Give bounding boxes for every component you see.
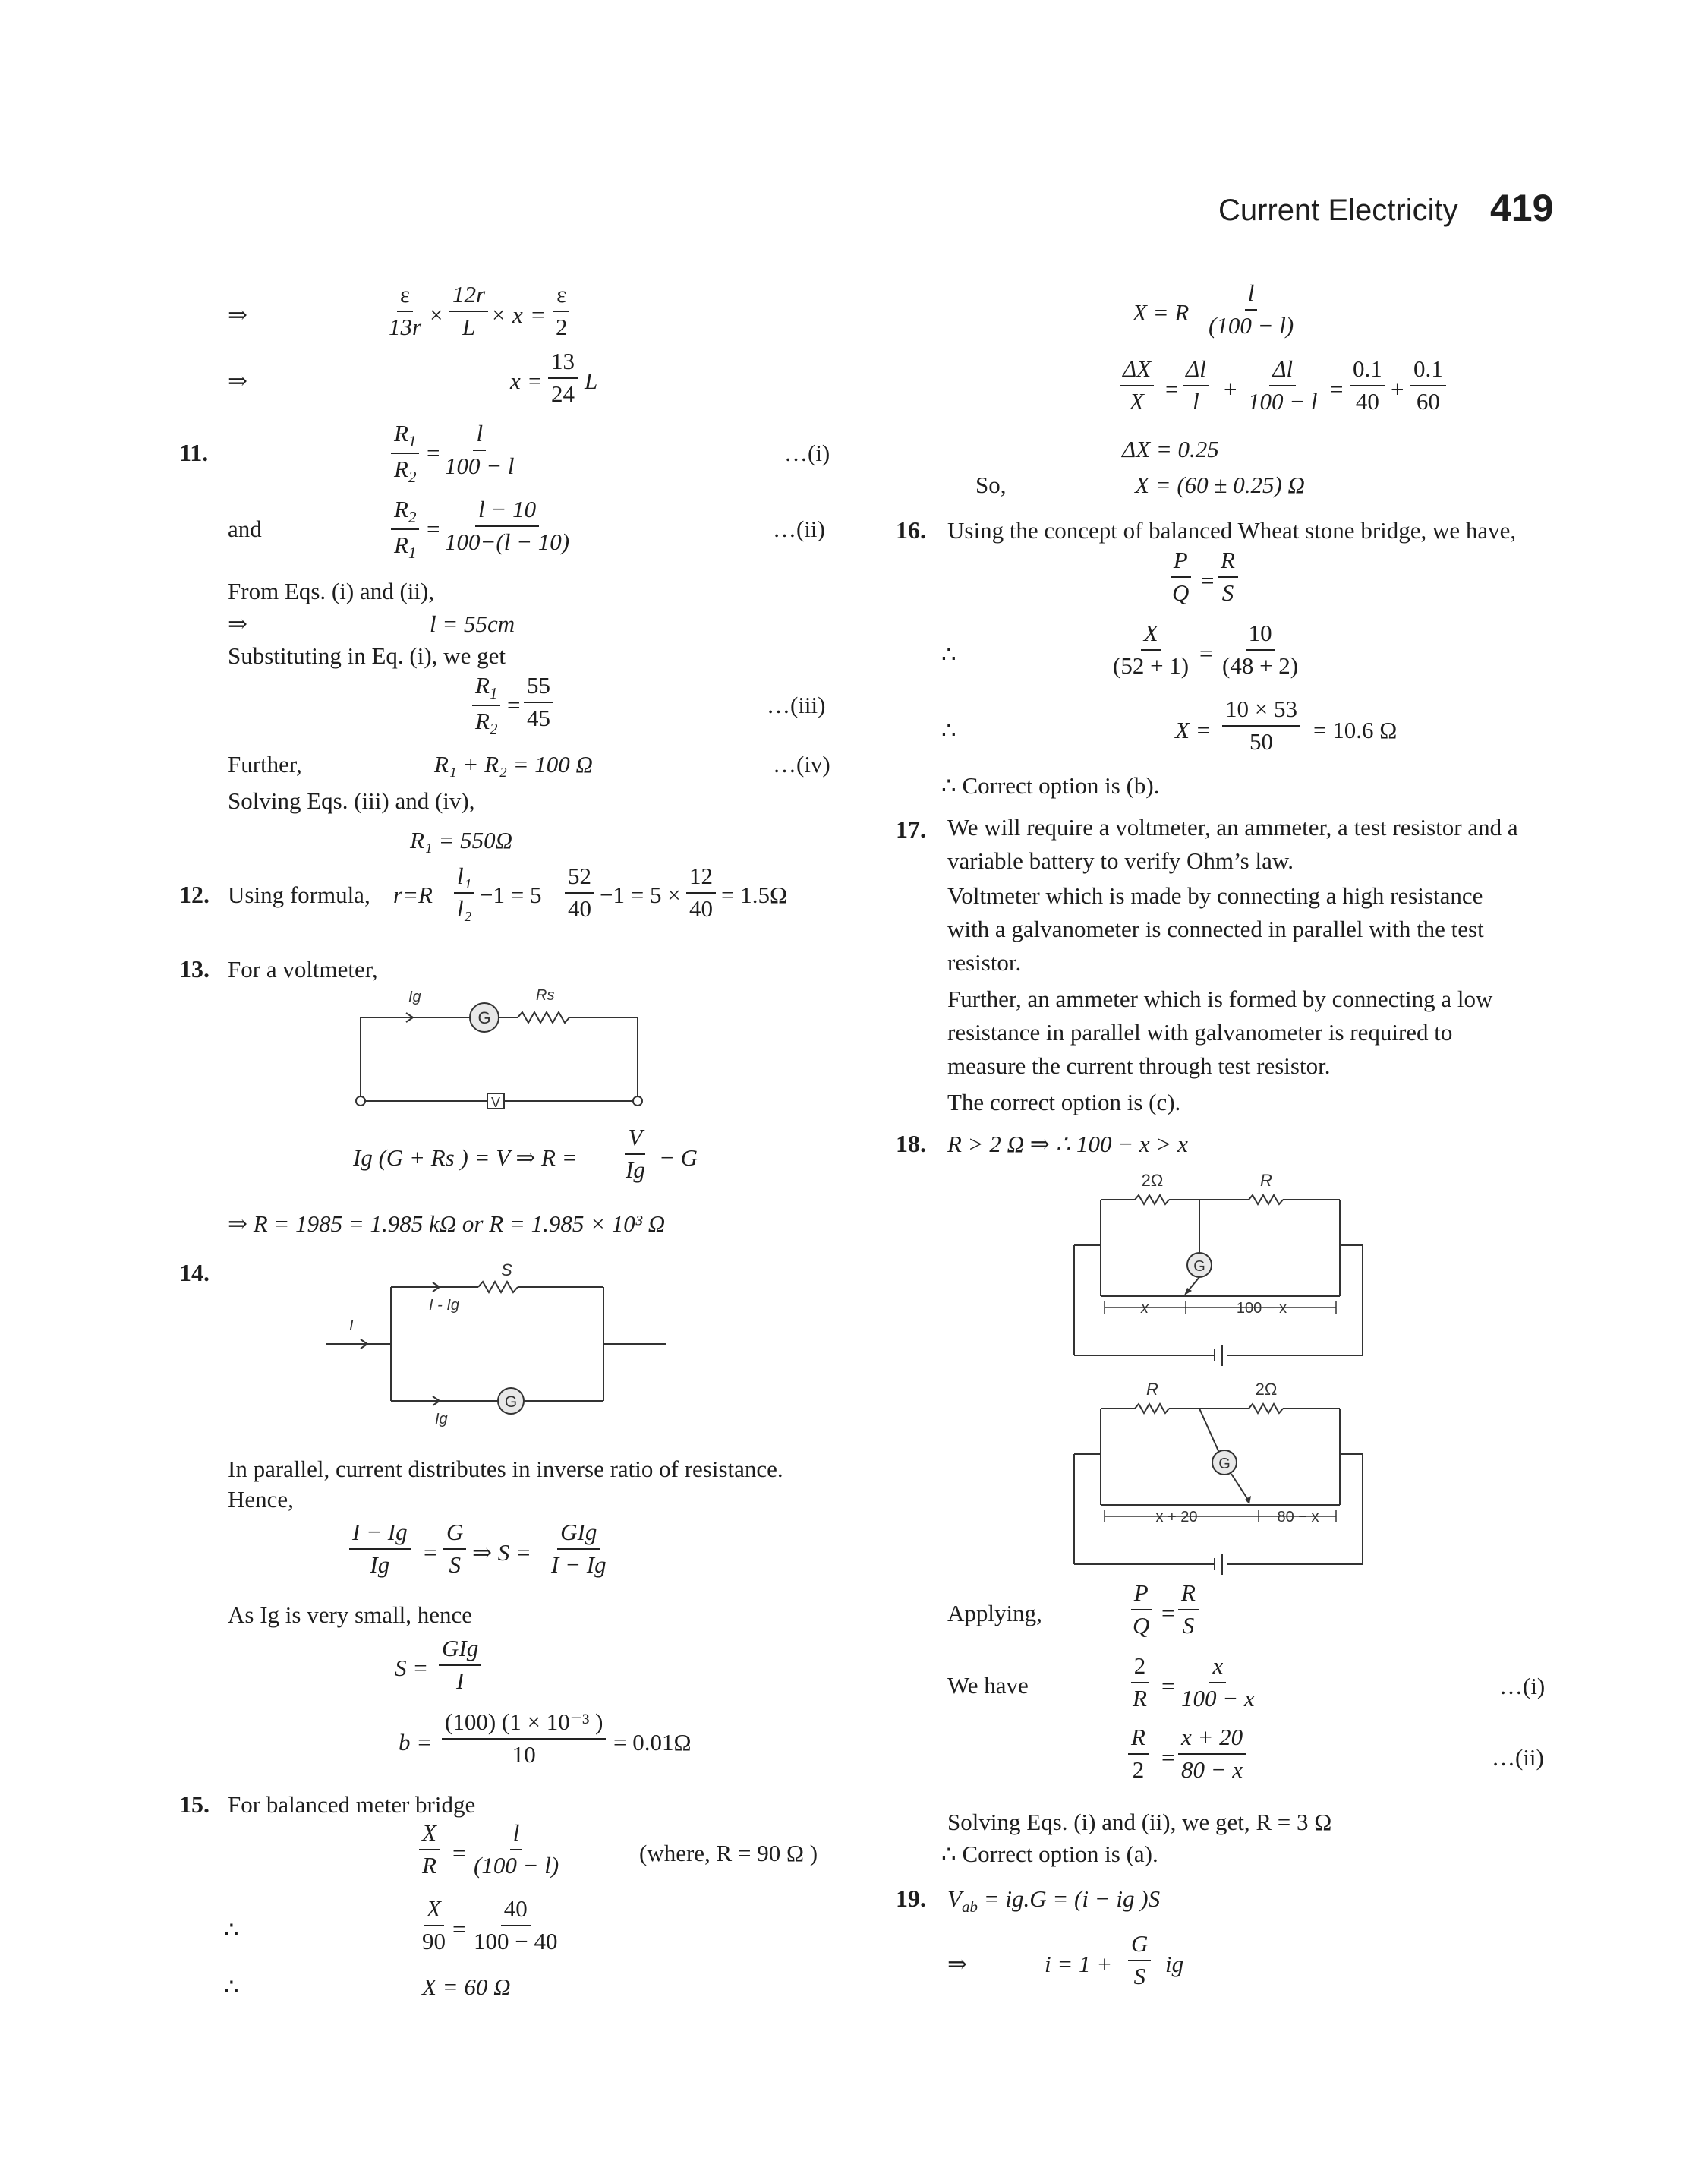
- wheatstone-text: Using the concept of balanced Wheat stone bridge, we have,: [947, 517, 1517, 544]
- q14-number: 14.: [179, 1259, 210, 1286]
- frac-100-10: (100) (1 × 10⁻³ ) 10: [442, 1710, 606, 1767]
- var-x: x: [510, 368, 521, 394]
- frac-2-r: 2 R: [1130, 1654, 1150, 1711]
- equals-sym: =: [1201, 567, 1215, 594]
- using-formula-text: Using formula,: [228, 882, 370, 908]
- plus-sym: +: [1224, 376, 1237, 402]
- frac-r-2: R 2: [1128, 1725, 1149, 1782]
- l-value: l = 55cm: [430, 610, 515, 637]
- frac-eps-2: ε 2: [553, 282, 571, 339]
- equals-sym: =: [531, 301, 545, 328]
- frac-r-s: R S: [1218, 548, 1238, 605]
- implies-sym: ⇒: [228, 368, 247, 394]
- minus1-eq5x: −1 = 5 ×: [600, 882, 681, 908]
- correct-option-b: ∴ Correct option is (b).: [941, 772, 1160, 799]
- therefore-sym: ∴: [224, 1973, 239, 2000]
- frac-eps-13r: ε 13r: [389, 281, 422, 340]
- frac-1053-50: 10 × 53 50: [1222, 697, 1300, 754]
- q17-line: The correct option is (c).: [947, 1089, 1181, 1115]
- x-final: X = (60 ± 0.25) Ω: [1135, 472, 1305, 498]
- frac-l-100-l: l 100 − l: [445, 420, 515, 479]
- equals-sym: =: [1161, 1600, 1175, 1626]
- frac-40-60: 40 100 − 40: [474, 1895, 558, 1954]
- implies-sym: ⇒: [228, 301, 247, 328]
- length-80-x-label: 80 − x: [1277, 1509, 1319, 1525]
- frac-55-45: 55 45: [524, 674, 553, 730]
- frac-13-24: 13 24: [548, 349, 578, 406]
- frac-v-ig: V Ig: [626, 1124, 645, 1183]
- frac-12-40: 12 40: [686, 864, 716, 921]
- b-eq: b =: [399, 1729, 433, 1756]
- applying-text: Applying,: [947, 1600, 1042, 1626]
- jockey-arrow-icon: [1184, 1288, 1192, 1295]
- galvanometer-label: G: [477, 1008, 491, 1027]
- times-sym: ×: [430, 301, 443, 328]
- eq-tag-i: …(i): [1499, 1673, 1546, 1699]
- meter-bridge-diagram-2: [1063, 1371, 1382, 1576]
- galvanometer-label: G: [1218, 1456, 1231, 1472]
- b-result: = 0.01Ω: [613, 1729, 692, 1756]
- x-eq-r: X = R: [1133, 299, 1190, 326]
- further-text: Further,: [228, 751, 302, 778]
- voltmeter-label: V: [490, 1095, 501, 1110]
- resistor-r-label: R: [1260, 1171, 1272, 1190]
- frac-g-s: G S: [1128, 1932, 1151, 1989]
- x-result: = 10.6 Ω: [1313, 717, 1398, 743]
- solving-text: Solving Eqs. (iii) and (iv),: [228, 787, 475, 814]
- plus-sym: +: [1391, 376, 1404, 402]
- i-eq: i = 1 +: [1045, 1951, 1113, 1977]
- terminal-icon: [356, 1096, 365, 1106]
- frac-l1-l2: l₁ l₂: [454, 864, 474, 921]
- correct-option-a: ∴ Correct option is (a).: [941, 1841, 1158, 1867]
- equals-sym: =: [507, 692, 521, 718]
- frac-r-s: R S: [1178, 1581, 1199, 1638]
- q17-line: Voltmeter which is made by connecting a high resistance: [947, 882, 1483, 909]
- ig-label: Ig: [435, 1411, 448, 1427]
- therefore-sym: ∴: [224, 1916, 239, 1943]
- eq-tag-i: …(i): [784, 440, 830, 466]
- q17-line: measure the current through test resistor.: [947, 1052, 1331, 1079]
- eq-tag-ii: …(ii): [773, 516, 825, 542]
- q17-line: with a galvanometer is connected in parallel with the test: [947, 916, 1484, 942]
- implies-s: ⇒ S =: [472, 1539, 531, 1566]
- r1-result: R₁ = 550Ω: [410, 827, 513, 853]
- meter-bridge-diagram-1: [1063, 1162, 1382, 1367]
- equals-sym: =: [452, 1840, 466, 1866]
- frac-l-100l-b: l (100 − l): [1209, 279, 1294, 339]
- shunt-label: S: [501, 1260, 512, 1279]
- eq-tag-iii: …(iii): [767, 692, 826, 718]
- chapter-title: Current Electricity: [1218, 194, 1458, 227]
- minus1-eq5: −1 = 5: [480, 882, 542, 908]
- therefore-sym: ∴: [941, 717, 956, 743]
- equals-sym: =: [1161, 1744, 1175, 1771]
- ig-rs-equation: Ig (G + Rs ) = V ⇒ R =: [353, 1144, 578, 1171]
- length-x-label: x: [1141, 1300, 1149, 1317]
- meter-bridge-text: For balanced meter bridge: [228, 1791, 476, 1818]
- frac-01-60: 0.1 60: [1410, 357, 1446, 414]
- q19-number: 19.: [896, 1885, 926, 1912]
- equals-sym: =: [1165, 376, 1179, 402]
- q17-line: variable battery to verify Ohm’s law.: [947, 847, 1294, 874]
- resistor-r-label: R: [1146, 1380, 1158, 1399]
- galvanometer-label: G: [504, 1393, 518, 1411]
- rs-label: Rs: [536, 987, 555, 1004]
- q16-number: 16.: [896, 516, 926, 544]
- q17-number: 17.: [896, 815, 926, 843]
- condition-eq: R > 2 Ω ⇒ ∴ 100 − x > x: [947, 1131, 1188, 1157]
- frac-dl-l: Δl l: [1183, 357, 1209, 414]
- equals-sym: =: [1199, 640, 1213, 667]
- equals-sym: =: [452, 1916, 466, 1942]
- times-sym: ×: [492, 301, 506, 328]
- q15-number: 15.: [179, 1790, 210, 1818]
- hence-text: Hence,: [228, 1486, 294, 1513]
- ig-term: ig: [1165, 1951, 1184, 1977]
- eq-tag-ii: …(ii): [1492, 1744, 1544, 1771]
- equals-sym: =: [1330, 376, 1344, 402]
- terminal-icon: [633, 1096, 642, 1106]
- frac-gig-i-ig: GIg I − Ig: [551, 1519, 607, 1578]
- frac-dx-x: ΔX X: [1120, 357, 1154, 414]
- galvanometer-label: G: [1193, 1258, 1205, 1275]
- var-L: L: [585, 368, 598, 394]
- equals-sym: =: [424, 1539, 437, 1566]
- frac-p-q: P Q: [1169, 548, 1192, 605]
- frac-52-40: 52 40: [565, 864, 594, 921]
- r-eq: r=R: [393, 882, 433, 908]
- frac-12r-L: 12r L: [449, 282, 488, 339]
- r-result: = 1.5Ω: [721, 882, 788, 908]
- minus-g: − G: [659, 1144, 698, 1171]
- voltmeter-circuit-diagram: [349, 976, 653, 1112]
- i-minus-ig-label: I - Ig: [429, 1297, 460, 1314]
- equals-sym: =: [528, 368, 542, 394]
- therefore-sym: ∴: [941, 641, 956, 667]
- frac-r2-r1: $R_2$ $R_1$: [391, 497, 419, 561]
- from-eqs-text: From Eqs. (i) and (ii),: [228, 578, 435, 604]
- frac-x20-80-x: x + 20 80 − x: [1178, 1725, 1246, 1782]
- where-r-text: (where, R = 90 Ω ): [639, 1840, 818, 1866]
- implies-sym: ⇒: [947, 1951, 967, 1977]
- frac-10-48: 10 (48 + 2): [1222, 620, 1299, 679]
- q17-line: resistance in parallel with galvanometer is required to: [947, 1019, 1453, 1046]
- frac-g-s: G S: [443, 1520, 466, 1577]
- frac-l-100l: l (100 − l): [474, 1819, 559, 1879]
- solving-result: Solving Eqs. (i) and (ii), we get, R = 3 Ω: [947, 1809, 1332, 1835]
- frac-i-ig-ig: I − Ig Ig: [349, 1520, 411, 1577]
- equals-sym: =: [427, 516, 440, 542]
- frac-x-52: X (52 + 1): [1113, 620, 1190, 679]
- r-result: ⇒ R = 1985 = 1.985 kΩ or R = 1.985 × 10³ Ω: [228, 1210, 666, 1237]
- length-x20-label: x + 20: [1155, 1509, 1198, 1525]
- vab-equation: $V_{ab} = ig.G = (i$ − ig )S: [947, 1885, 1161, 1916]
- ammeter-circuit-diagram: [319, 1260, 683, 1435]
- q11-number: 11.: [179, 439, 209, 466]
- frac-r1-r2: $R_1$ $R_2$: [391, 421, 419, 485]
- q17-line: We will require a voltmeter, an ammeter, a test resistor and a: [947, 814, 1518, 841]
- resistor-2ohm-label: 2Ω: [1255, 1380, 1278, 1399]
- frac-01-40: 0.1 40: [1350, 357, 1385, 414]
- x-eq: X =: [1175, 717, 1212, 743]
- sum-eq: R₁ + R₂ = 100 Ω: [434, 751, 593, 778]
- frac-l10: l − 10 100−(l − 10): [445, 496, 570, 555]
- frac-dl-100-l: Δl 100 − l: [1248, 355, 1318, 415]
- for-voltmeter-text: For a voltmeter,: [228, 956, 378, 983]
- frac-x-90: X 90: [422, 1895, 446, 1954]
- dx-value: ΔX = 0.25: [1122, 436, 1219, 462]
- eq-tag-iv: …(iv): [773, 751, 830, 778]
- substituting-text: Substituting in Eq. (i), we get: [228, 642, 506, 669]
- resistor-2ohm-label: 2Ω: [1141, 1171, 1164, 1190]
- ig-label: Ig: [408, 989, 421, 1005]
- q13-number: 13.: [179, 955, 210, 983]
- page-number: 419: [1490, 187, 1554, 229]
- frac-x-100-x: x 100 − x: [1181, 1652, 1255, 1711]
- var-x: x: [512, 301, 523, 328]
- frac-p-q: P Q: [1130, 1581, 1152, 1638]
- x-result: X = 60 Ω: [422, 1973, 511, 2000]
- q17-line: Further, an ammeter which is formed by connecting a low: [947, 986, 1493, 1012]
- so-text: So,: [975, 472, 1007, 498]
- frac-r1-r2-b: $R_1$ $R_2$: [472, 674, 500, 737]
- q17-line: resistor.: [947, 949, 1022, 976]
- frac-gig-i: GIg I: [439, 1636, 481, 1693]
- implies-sym: ⇒: [228, 610, 247, 637]
- length-100-x-label: 100 − x: [1236, 1300, 1287, 1317]
- s-eq: S =: [395, 1655, 429, 1681]
- q12-number: 12.: [179, 881, 210, 908]
- frac-x-r: X R: [419, 1821, 440, 1878]
- and-text: and: [228, 516, 262, 542]
- i-label: I: [349, 1317, 354, 1334]
- equals-sym: =: [427, 440, 440, 466]
- ig-small-text: As Ig is very small, hence: [228, 1601, 472, 1628]
- parallel-text: In parallel, current distributes in inverse ratio of resistance.: [228, 1456, 783, 1482]
- we-have-text: We have: [947, 1672, 1029, 1699]
- q18-number: 18.: [896, 1130, 926, 1157]
- equals-sym: =: [1161, 1673, 1175, 1699]
